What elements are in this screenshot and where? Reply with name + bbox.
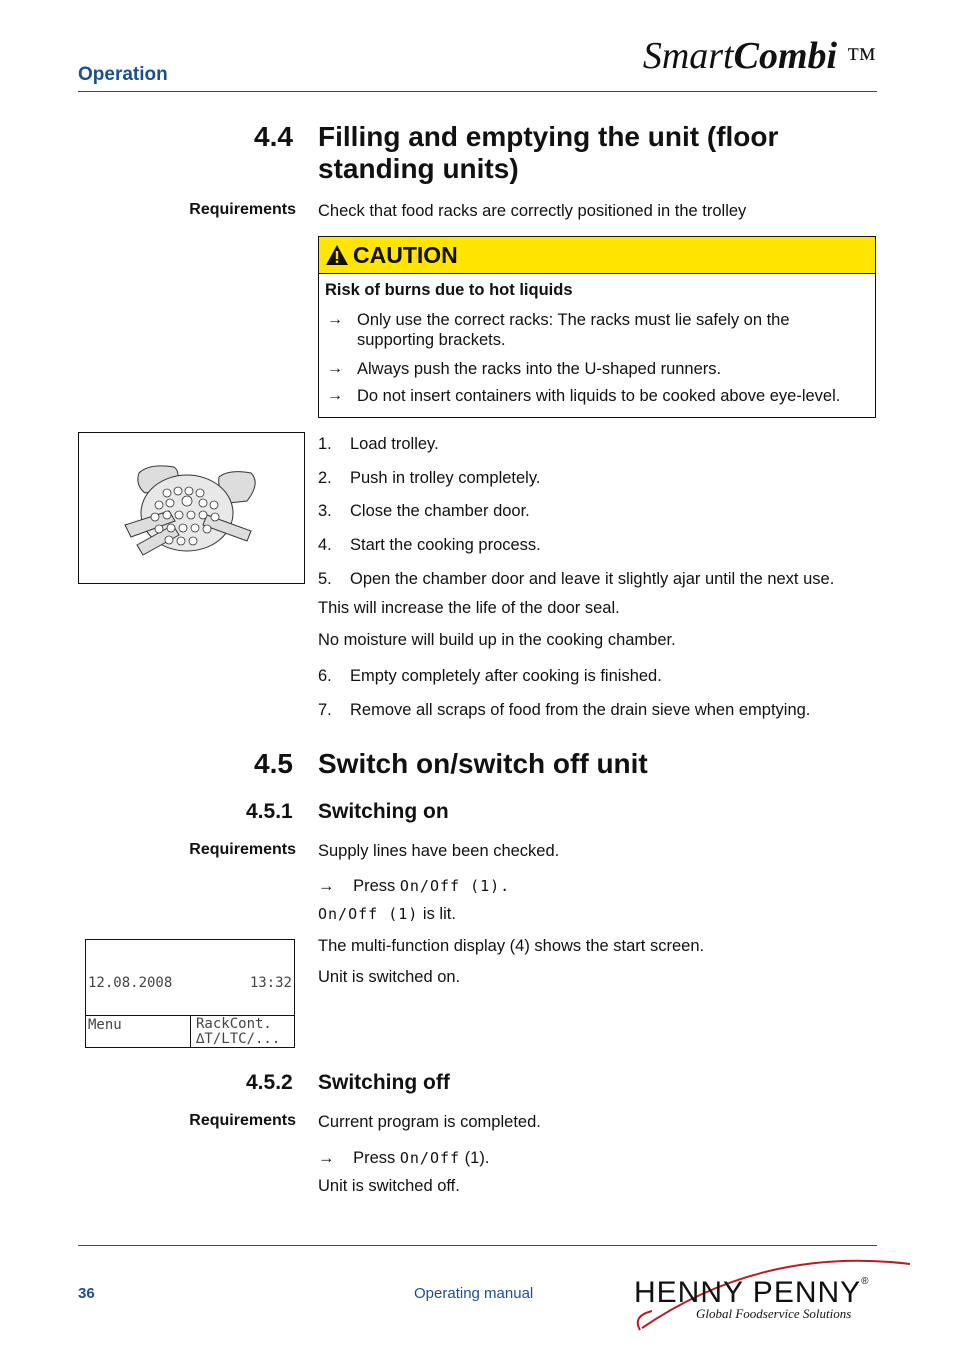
instruction-line [318,1148,489,1168]
caution-item-text: Do not insert containers with liquids to be cooked above eye-level. [357,387,841,405]
arrow-icon: → [318,1149,335,1167]
subsection-title: Switching on [318,800,449,823]
logo-text [634,1276,870,1310]
step-text: Open the chamber door and leave it slightly ajar until the next use. [350,570,835,588]
brand-bold: Combi [733,35,838,77]
manual-label: Operating manual [414,1285,534,1302]
result-line [318,904,456,924]
section-title: Switch on/switch off unit [318,748,648,779]
on-off-key: On/Off (1) [318,905,419,923]
lcd-display [85,939,295,1048]
rack-illustration [79,433,304,583]
press-text: Press [353,1149,396,1167]
caution-item [319,386,875,406]
footer-rule [78,1245,877,1246]
caution-box [318,236,876,418]
step-text: Start the cooking process. [350,536,541,554]
caution-item [319,359,875,379]
instruction-line [318,876,510,896]
caution-item-line: supporting brackets. [357,331,506,349]
step-number: 3. [318,502,332,520]
logo-registered: ® [861,1276,870,1287]
note-text: No moisture will build up in the cooking chamber. [318,631,676,649]
step-number: 4. [318,536,332,554]
step-number: 6. [318,667,332,685]
lcd-menu-softkey: Menu [88,1017,122,1033]
requirements-label: Requirements [189,841,296,858]
brand-title [643,34,876,78]
henny-penny-logo [612,1256,932,1336]
warning-icon [325,244,349,266]
step-text: Empty completely after cooking is finished. [350,667,662,685]
section-number: 4.5 [254,748,293,779]
arrow-icon: → [327,311,343,328]
caution-item-line: Only use the correct racks: The racks must lie safely on the [357,311,790,329]
lcd-divider [190,1015,191,1047]
result-text: Unit is switched off. [318,1177,460,1195]
step-number: 7. [318,701,332,719]
title-line-2: standing units) [318,153,519,184]
requirements-text: Check that food racks are correctly positioned in the trolley [318,202,747,220]
step-number: 2. [318,469,332,487]
requirements-label: Requirements [189,1112,296,1129]
on-off-key: On/Off [399,1149,461,1167]
lcd-date: 12.08.2008 [88,975,173,991]
subsection-title: Switching off [318,1071,450,1094]
step-text: Remove all scraps of food from the drain sieve when emptying. [350,701,811,719]
result-text: is lit. [422,905,456,923]
step-text: Push in trolley completely. [350,469,541,487]
step-text: Close the chamber door. [350,502,530,520]
lcd-softkey-line: ∆T/LTC/... [196,1031,281,1047]
caution-item [319,310,875,350]
caution-item-text: Always push the racks into the U-shaped runners. [357,360,722,378]
result-text: Unit is switched on. [318,968,461,986]
lcd-softkey-line: RackCont. [196,1016,272,1032]
requirements-label: Requirements [189,201,296,218]
lcd-right-softkey [196,1017,280,1047]
caution-label: CAUTION [353,241,458,268]
caution-title: Risk of burns due to hot liquids [325,281,573,299]
arrow-icon: → [318,877,335,895]
press-text: Press [353,877,396,895]
subsection-number: 4.5.1 [246,800,293,823]
caution-header [319,237,875,274]
section-title [318,121,778,185]
arrow-icon: → [327,360,343,377]
note-text: This will increase the life of the door seal. [318,599,620,617]
logo-wordmark: HENNY PENNY [634,1276,862,1309]
subsection-number: 4.5.2 [246,1071,293,1094]
lcd-time: 13:32 [249,975,292,991]
page-number: 36 [78,1285,95,1302]
rack-figure [78,432,305,584]
result-text: The multi-function display (4) shows the start screen. [318,937,705,955]
on-off-key: On/Off (1). [399,877,511,895]
arrow-icon: → [327,387,343,404]
brand-light: Smart [642,35,734,77]
caution-item-text [357,310,875,350]
requirements-text: Current program is completed. [318,1113,541,1131]
section-number: 4.4 [254,121,293,152]
title-line-1: Filling and emptying the unit (floor [318,121,779,152]
brand-tm: ™ [846,42,876,75]
section-label: Operation [78,64,168,85]
header-rule [78,91,877,92]
requirements-text: Supply lines have been checked. [318,842,560,860]
step-text: Load trolley. [350,435,439,453]
step-number: 5. [318,570,332,588]
key-suffix: (1). [464,1149,490,1167]
step-number: 1. [318,435,332,453]
logo-tagline: Global Foodservice Solutions [696,1306,852,1321]
